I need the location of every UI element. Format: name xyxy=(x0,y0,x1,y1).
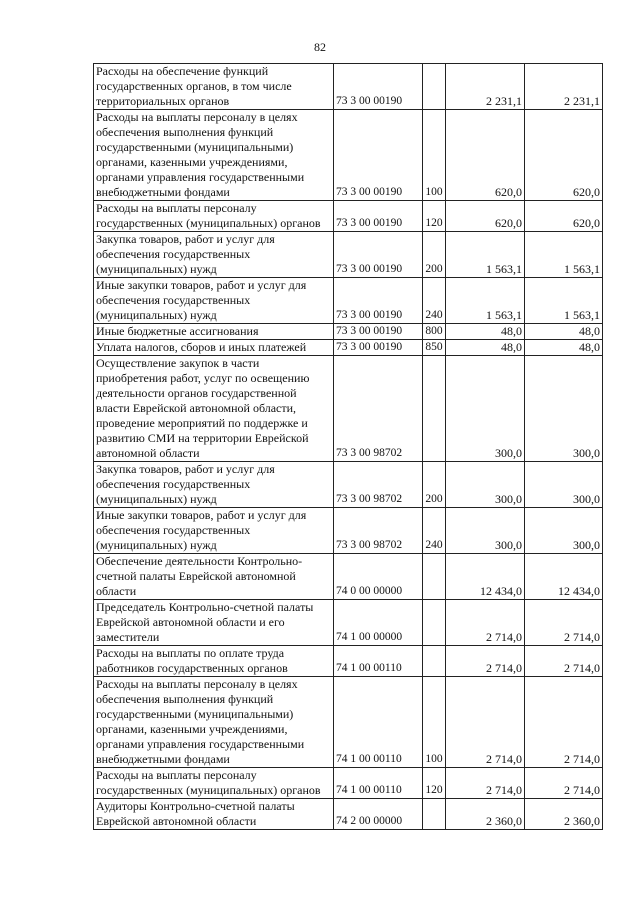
row-target-code: 73 3 00 98702 xyxy=(334,356,423,462)
row-amount-year-2: 300,0 xyxy=(525,356,603,462)
row-target-code: 74 0 00 00000 xyxy=(334,554,423,600)
row-description: Расходы на выплаты персоналу в целях обеспечения выполнения функций государственными (муниципальными) органами, казенными учреждениями, органами управления государственными внебюджетными фондами xyxy=(94,677,334,768)
row-amount-year-1: 300,0 xyxy=(446,508,525,554)
row-expense-type: 850 xyxy=(423,340,446,356)
row-amount-year-2: 2 714,0 xyxy=(525,768,603,799)
table-row xyxy=(94,646,603,677)
table-row xyxy=(94,232,603,278)
table-row xyxy=(94,340,603,356)
row-amount-year-2: 48,0 xyxy=(525,340,603,356)
row-amount-year-2: 300,0 xyxy=(525,508,603,554)
row-expense-type: 240 xyxy=(423,278,446,324)
row-amount-year-2: 48,0 xyxy=(525,324,603,340)
row-description: Уплата налогов, сборов и иных платежей xyxy=(94,340,334,356)
row-description: Расходы на обеспечение функций государственных органов, в том числе территориальных органов xyxy=(94,64,334,110)
table-row xyxy=(94,508,603,554)
row-description: Расходы на выплаты персоналу государственных (муниципальных) органов xyxy=(94,201,334,232)
table-row xyxy=(94,278,603,324)
row-amount-year-2: 2 714,0 xyxy=(525,646,603,677)
row-amount-year-1: 300,0 xyxy=(446,356,525,462)
table-row xyxy=(94,324,603,340)
row-target-code: 73 3 00 00190 xyxy=(334,64,423,110)
row-amount-year-2: 300,0 xyxy=(525,462,603,508)
table-row xyxy=(94,356,603,462)
row-amount-year-1: 2 714,0 xyxy=(446,768,525,799)
row-amount-year-1: 620,0 xyxy=(446,201,525,232)
row-amount-year-1: 48,0 xyxy=(446,340,525,356)
row-description: Председатель Контрольно-счетной палаты Еврейской автономной области и его заместители xyxy=(94,600,334,646)
table-row xyxy=(94,554,603,600)
row-amount-year-1: 2 231,1 xyxy=(446,64,525,110)
row-amount-year-2: 2 714,0 xyxy=(525,677,603,768)
row-description: Закупка товаров, работ и услуг для обеспечения государственных (муниципальных) нужд xyxy=(94,232,334,278)
row-description: Расходы на выплаты персоналу в целях обеспечения выполнения функций государственными (муниципальными) органами, казенными учреждениями, органами управления государственными внебюджетными фондами xyxy=(94,110,334,201)
row-description: Иные закупки товаров, работ и услуг для обеспечения государственных (муниципальных) нужд xyxy=(94,278,334,324)
row-expense-type xyxy=(423,799,446,830)
row-amount-year-2: 2 231,1 xyxy=(525,64,603,110)
row-expense-type xyxy=(423,64,446,110)
row-expense-type: 100 xyxy=(423,677,446,768)
row-amount-year-1: 2 714,0 xyxy=(446,677,525,768)
row-description: Осуществление закупок в части приобретения работ, услуг по освещению деятельности органов государственной власти Еврейской автономной области, проведение мероприятий по поддержке и развитию СМИ на территории Еврейской автономной области xyxy=(94,356,334,462)
row-expense-type: 120 xyxy=(423,201,446,232)
table-row xyxy=(94,201,603,232)
row-amount-year-1: 12 434,0 xyxy=(446,554,525,600)
page-number: 82 xyxy=(314,40,326,54)
row-expense-type xyxy=(423,554,446,600)
row-description: Расходы на выплаты по оплате труда работников государственных органов xyxy=(94,646,334,677)
row-description: Обеспечение деятельности Контрольно-счетной палаты Еврейской автономной области xyxy=(94,554,334,600)
row-description: Иные бюджетные ассигнования xyxy=(94,324,334,340)
row-amount-year-2: 1 563,1 xyxy=(525,232,603,278)
row-expense-type xyxy=(423,600,446,646)
table-row xyxy=(94,799,603,830)
row-expense-type: 240 xyxy=(423,508,446,554)
row-amount-year-2: 12 434,0 xyxy=(525,554,603,600)
row-expense-type: 800 xyxy=(423,324,446,340)
row-target-code: 73 3 00 98702 xyxy=(334,508,423,554)
table-row xyxy=(94,64,603,110)
row-expense-type: 200 xyxy=(423,462,446,508)
row-amount-year-2: 2 360,0 xyxy=(525,799,603,830)
row-description: Иные закупки товаров, работ и услуг для обеспечения государственных (муниципальных) нужд xyxy=(94,508,334,554)
row-expense-type xyxy=(423,646,446,677)
row-target-code: 73 3 00 00190 xyxy=(334,340,423,356)
table-row xyxy=(94,462,603,508)
row-expense-type: 200 xyxy=(423,232,446,278)
row-amount-year-2: 620,0 xyxy=(525,110,603,201)
row-amount-year-2: 1 563,1 xyxy=(525,278,603,324)
row-amount-year-1: 1 563,1 xyxy=(446,278,525,324)
row-amount-year-2: 620,0 xyxy=(525,201,603,232)
row-amount-year-1: 2 360,0 xyxy=(446,799,525,830)
row-description: Расходы на выплаты персоналу государственных (муниципальных) органов xyxy=(94,768,334,799)
budget-table xyxy=(93,63,603,830)
row-amount-year-2: 2 714,0 xyxy=(525,600,603,646)
row-expense-type xyxy=(423,356,446,462)
row-target-code: 73 3 00 00190 xyxy=(334,324,423,340)
row-amount-year-1: 2 714,0 xyxy=(446,600,525,646)
row-amount-year-1: 48,0 xyxy=(446,324,525,340)
row-target-code: 74 1 00 00110 xyxy=(334,646,423,677)
row-description: Аудиторы Контрольно-счетной палаты Еврейской автономной области xyxy=(94,799,334,830)
row-description: Закупка товаров, работ и услуг для обеспечения государственных (муниципальных) нужд xyxy=(94,462,334,508)
row-target-code: 74 1 00 00000 xyxy=(334,600,423,646)
table-row xyxy=(94,768,603,799)
table-row xyxy=(94,110,603,201)
row-target-code: 73 3 00 00190 xyxy=(334,201,423,232)
table-row xyxy=(94,600,603,646)
row-amount-year-1: 300,0 xyxy=(446,462,525,508)
row-amount-year-1: 620,0 xyxy=(446,110,525,201)
row-target-code: 74 1 00 00110 xyxy=(334,768,423,799)
row-target-code: 74 2 00 00000 xyxy=(334,799,423,830)
row-amount-year-1: 2 714,0 xyxy=(446,646,525,677)
row-expense-type: 100 xyxy=(423,110,446,201)
row-target-code: 73 3 00 00190 xyxy=(334,232,423,278)
row-amount-year-1: 1 563,1 xyxy=(446,232,525,278)
row-target-code: 73 3 00 00190 xyxy=(334,278,423,324)
row-target-code: 74 1 00 00110 xyxy=(334,677,423,768)
row-target-code: 73 3 00 98702 xyxy=(334,462,423,508)
table-row xyxy=(94,677,603,768)
row-expense-type: 120 xyxy=(423,768,446,799)
row-target-code: 73 3 00 00190 xyxy=(334,110,423,201)
